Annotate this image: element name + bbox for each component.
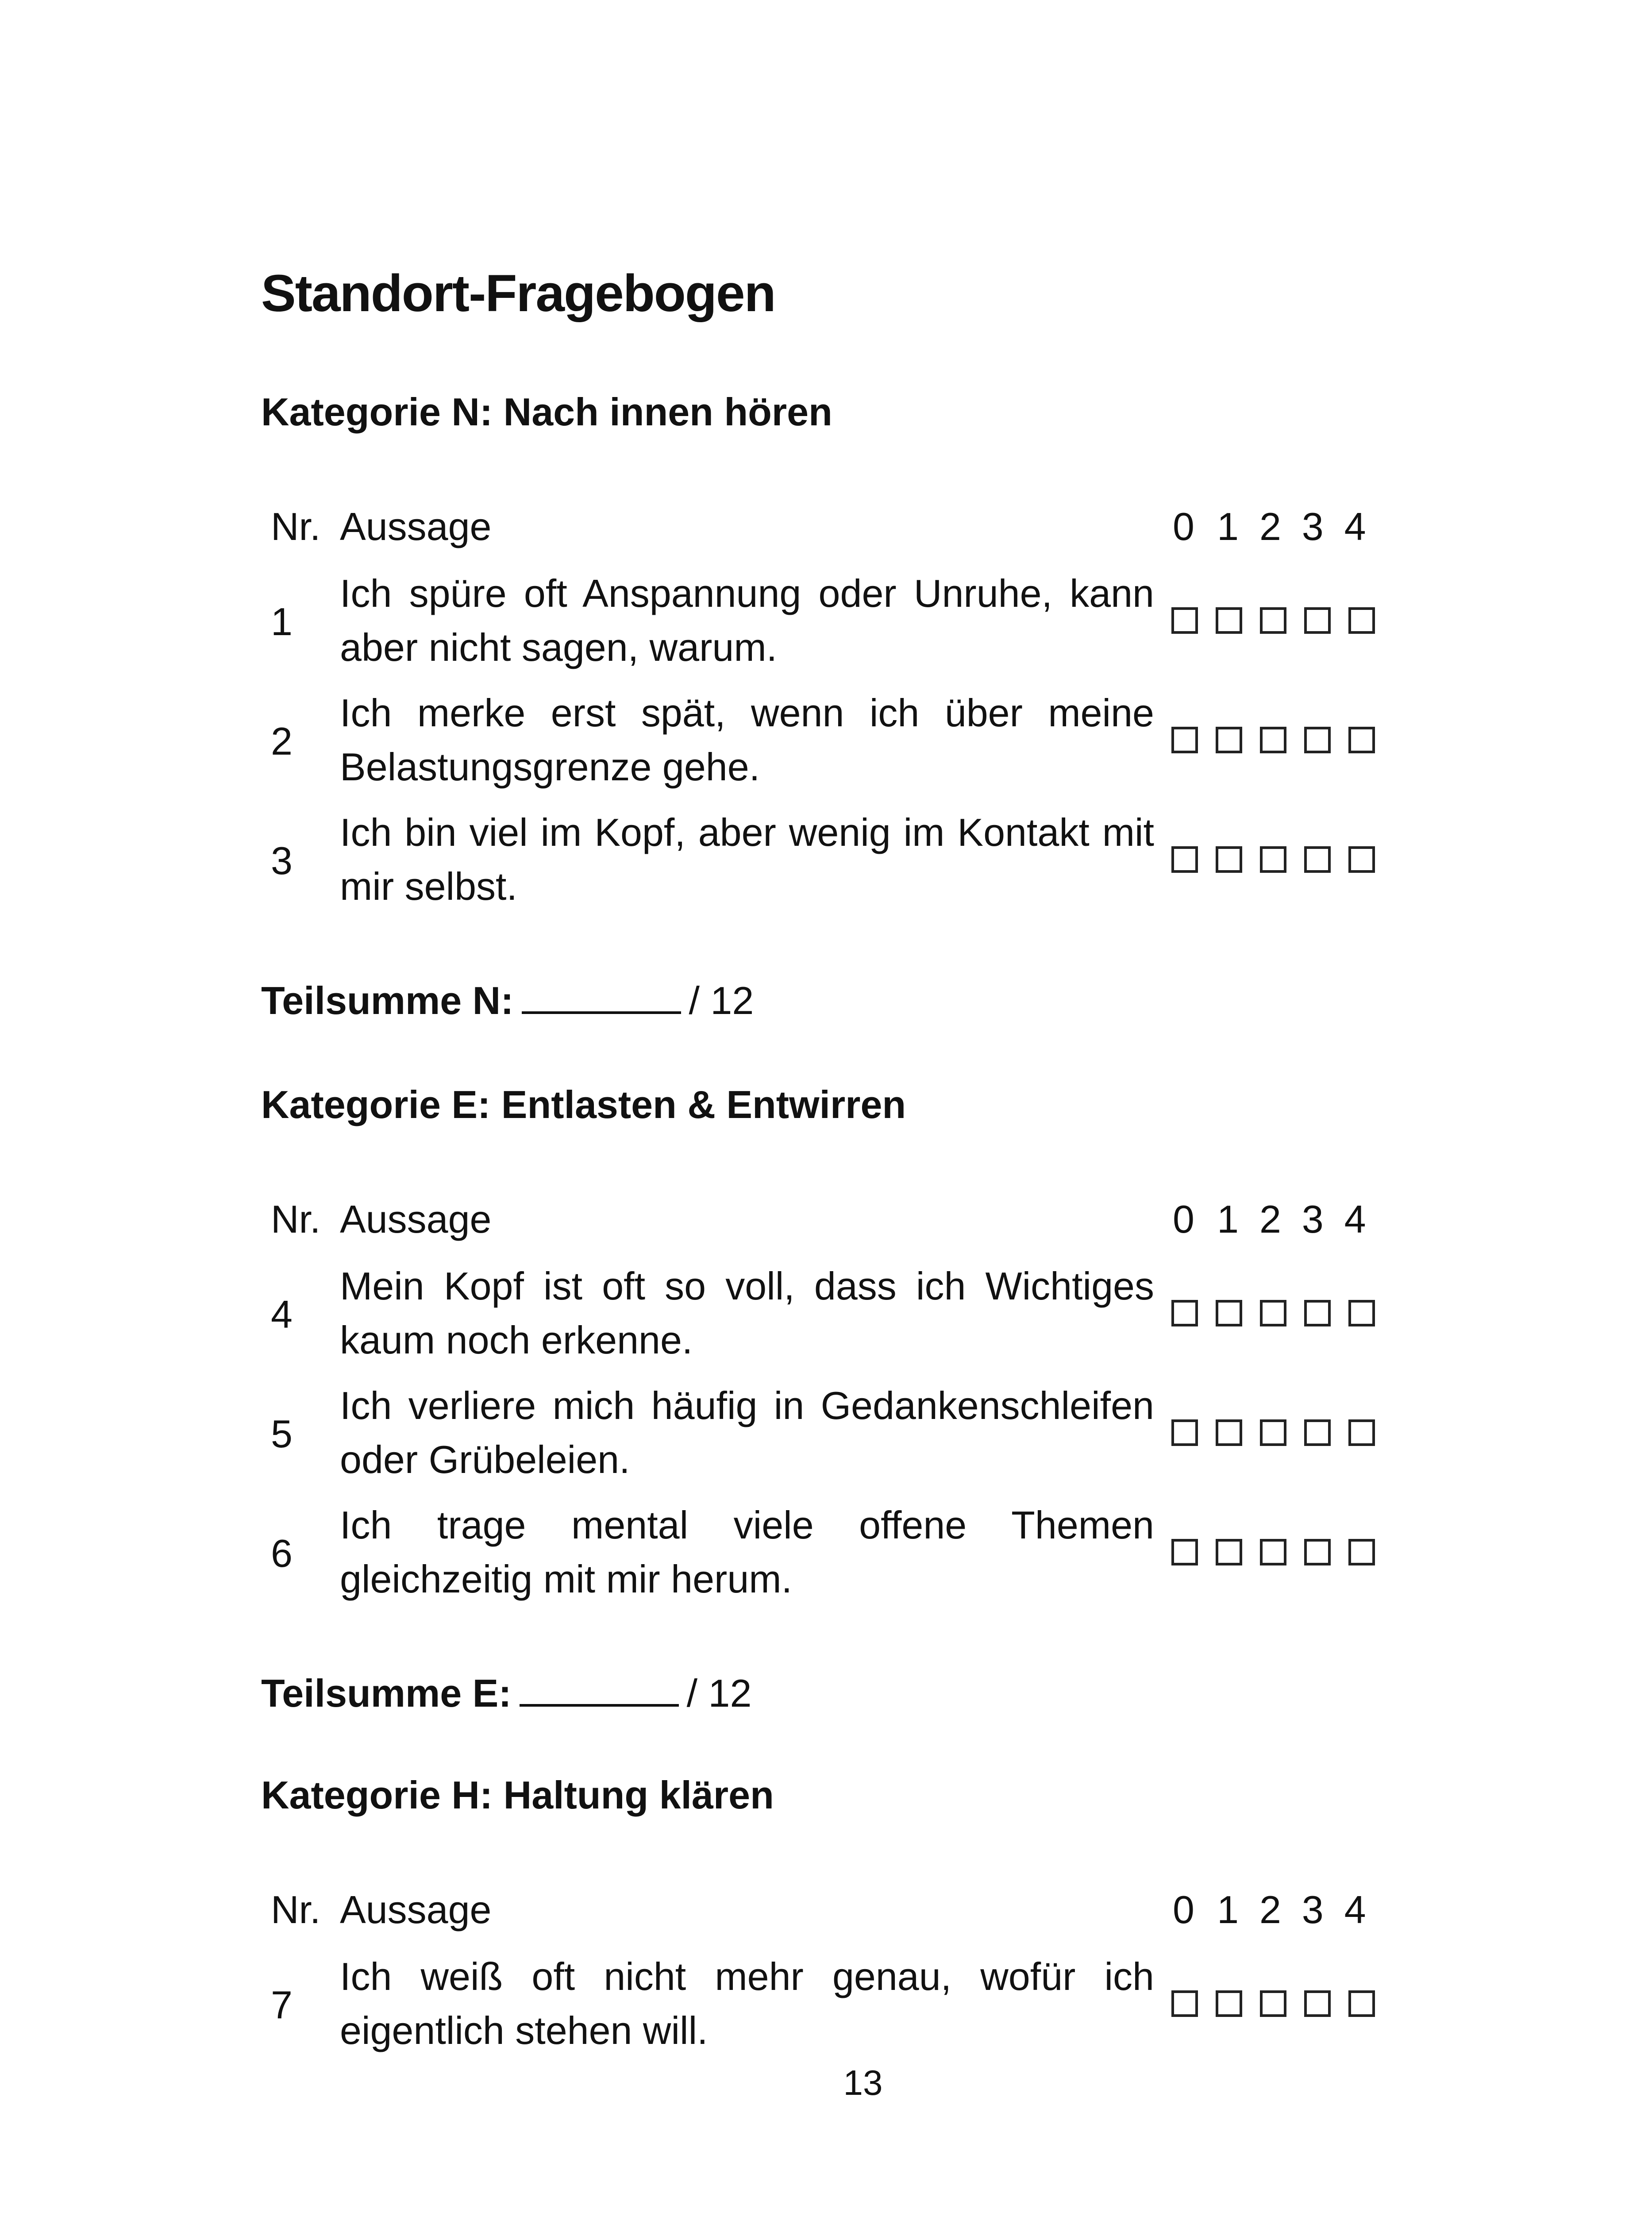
rating-checkbox-0[interactable]	[1171, 1990, 1198, 2017]
category-title: Kategorie N: Nach innen hören	[261, 390, 832, 434]
rating-checkbox-4[interactable]	[1348, 1539, 1375, 1565]
rating-checkbox-2[interactable]	[1260, 1990, 1286, 2017]
item-number: 1	[271, 600, 293, 644]
item-number: 3	[271, 839, 293, 883]
table-row	[261, 1374, 1394, 1494]
rating-checkbox-2[interactable]	[1260, 1539, 1286, 1565]
rating-checkbox-4[interactable]	[1348, 1300, 1375, 1326]
item-statement: Ich spüre oft Anspannung oder Unruhe, kann aber nicht sagen, warum.	[340, 571, 1154, 669]
item-statement: Ich bin viel im Kopf, aber wenig im Kontakt mit mir selbst.	[340, 810, 1154, 908]
rating-checkbox-4[interactable]	[1348, 607, 1375, 634]
rating-checkbox-3[interactable]	[1304, 1990, 1331, 2017]
table-row	[261, 1945, 1394, 2065]
subtotal-max: / 12	[689, 979, 754, 1022]
rating-checkboxes	[1171, 846, 1375, 873]
rating-checkboxes	[1171, 1539, 1375, 1565]
rating-checkbox-2[interactable]	[1260, 846, 1286, 873]
table-row	[261, 562, 1394, 682]
scale-label: 1	[1217, 1197, 1239, 1241]
scale-label: 3	[1302, 1197, 1324, 1241]
header-nr: Nr.	[271, 505, 321, 548]
rating-checkbox-4[interactable]	[1348, 846, 1375, 873]
scale-label: 2	[1259, 1888, 1281, 1932]
rating-checkboxes	[1171, 1300, 1375, 1326]
rating-checkbox-0[interactable]	[1171, 1300, 1198, 1326]
rating-checkbox-4[interactable]	[1348, 1419, 1375, 1446]
item-number: 4	[271, 1292, 293, 1336]
subtotal-line	[261, 978, 754, 1023]
scale-label: 2	[1259, 505, 1281, 548]
rating-checkboxes	[1171, 1990, 1375, 2017]
rating-checkbox-0[interactable]	[1171, 607, 1198, 634]
rating-checkbox-0[interactable]	[1171, 1539, 1198, 1565]
rating-checkbox-2[interactable]	[1260, 727, 1286, 753]
item-number: 6	[271, 1531, 293, 1575]
header-nr: Nr.	[271, 1197, 321, 1241]
header-scale	[1173, 502, 1376, 551]
rating-checkbox-2[interactable]	[1260, 1300, 1286, 1326]
scale-label: 4	[1344, 505, 1366, 548]
category-title: Kategorie E: Entlasten & Entwirren	[261, 1083, 906, 1126]
table-row	[261, 682, 1394, 801]
rating-checkbox-0[interactable]	[1171, 846, 1198, 873]
rating-checkbox-1[interactable]	[1216, 1990, 1242, 2017]
table-header	[261, 1195, 1394, 1244]
item-statement: Ich weiß oft nicht mehr genau, wofür ich eigentlich stehen will.	[340, 1955, 1154, 2052]
subtotal-line	[261, 1671, 751, 1716]
header-statement: Aussage	[340, 1888, 492, 1932]
table-row	[261, 1255, 1394, 1374]
rating-checkbox-0[interactable]	[1171, 727, 1198, 753]
rating-checkboxes	[1171, 1419, 1375, 1446]
rating-checkboxes	[1171, 727, 1375, 753]
subtotal-label: Teilsumme N:	[261, 979, 514, 1022]
rating-checkboxes	[1171, 607, 1375, 634]
rating-checkbox-1[interactable]	[1216, 607, 1242, 634]
item-statement: Mein Kopf ist oft so voll, dass ich Wichtiges kaum noch erkenne.	[340, 1264, 1154, 1362]
header-statement: Aussage	[340, 505, 492, 548]
rating-checkbox-3[interactable]	[1304, 1300, 1331, 1326]
item-number: 2	[271, 719, 293, 763]
rating-checkbox-3[interactable]	[1304, 1539, 1331, 1565]
subtotal-max: / 12	[686, 1671, 752, 1715]
subtotal-input-blank[interactable]	[522, 980, 681, 1014]
table-row	[261, 801, 1394, 921]
category-title: Kategorie H: Haltung klären	[261, 1773, 774, 1817]
rating-checkbox-4[interactable]	[1348, 727, 1375, 753]
item-number: 7	[271, 1983, 293, 2027]
rating-checkbox-1[interactable]	[1216, 1300, 1242, 1326]
header-statement: Aussage	[340, 1197, 492, 1241]
item-number: 5	[271, 1412, 293, 1456]
rating-checkbox-1[interactable]	[1216, 1539, 1242, 1565]
header-scale	[1173, 1195, 1376, 1244]
scale-label: 0	[1173, 505, 1194, 548]
scale-label: 0	[1173, 1888, 1194, 1932]
scale-label: 0	[1173, 1197, 1194, 1241]
table-header	[261, 1885, 1394, 1934]
scale-label: 3	[1302, 505, 1324, 548]
scale-label: 4	[1344, 1888, 1366, 1932]
page-title: Standort-Fragebogen	[261, 264, 775, 323]
rating-checkbox-4[interactable]	[1348, 1990, 1375, 2017]
scale-label: 1	[1217, 505, 1239, 548]
subtotal-input-blank[interactable]	[520, 1673, 679, 1707]
rating-checkbox-2[interactable]	[1260, 1419, 1286, 1446]
document-page	[261, 0, 1394, 2213]
table-header	[261, 502, 1394, 551]
rating-checkbox-1[interactable]	[1216, 846, 1242, 873]
subtotal-label: Teilsumme E:	[261, 1671, 512, 1715]
table-row	[261, 1494, 1394, 1613]
scale-label: 1	[1217, 1888, 1239, 1932]
item-statement: Ich trage mental viele offene Themen gleichzeitig mit mir herum.	[340, 1503, 1154, 1601]
rating-checkbox-1[interactable]	[1216, 1419, 1242, 1446]
scale-label: 4	[1344, 1197, 1366, 1241]
rating-checkbox-3[interactable]	[1304, 727, 1331, 753]
rating-checkbox-3[interactable]	[1304, 607, 1331, 634]
rating-checkbox-1[interactable]	[1216, 727, 1242, 753]
scale-label: 3	[1302, 1888, 1324, 1932]
item-statement: Ich verliere mich häufig in Gedankenschleifen oder Grübeleien.	[340, 1384, 1154, 1481]
page-number: 13	[843, 2063, 883, 2102]
header-scale	[1173, 1885, 1376, 1934]
rating-checkbox-3[interactable]	[1304, 846, 1331, 873]
rating-checkbox-3[interactable]	[1304, 1419, 1331, 1446]
item-statement: Ich merke erst spät, wenn ich über meine Belastungsgrenze gehe.	[340, 691, 1154, 789]
scale-label: 2	[1259, 1197, 1281, 1241]
rating-checkbox-2[interactable]	[1260, 607, 1286, 634]
rating-checkbox-0[interactable]	[1171, 1419, 1198, 1446]
header-nr: Nr.	[271, 1888, 321, 1932]
